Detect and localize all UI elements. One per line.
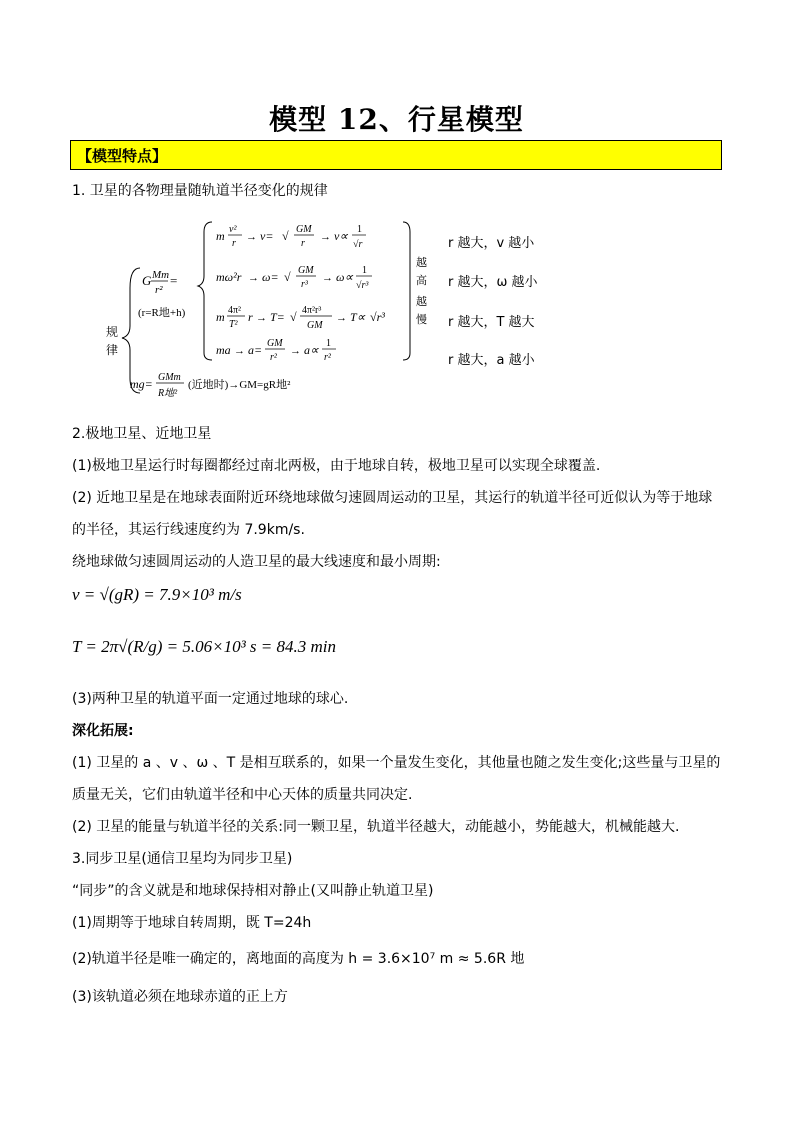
- inner-brace: [198, 222, 212, 360]
- svg-text:1: 1: [357, 224, 362, 235]
- svg-text:T∝: T∝: [350, 310, 366, 324]
- page-title: 模型 12、行星模型: [269, 103, 524, 136]
- svg-text:r: r: [232, 238, 236, 249]
- deep-p1a: (1) 卫星的 a 、v 、ω 、T 是相互联系的，如果一个量发生变化，其他量也随之发生变化;这些量与卫星的: [72, 755, 721, 771]
- item1-heading: 1. 卫星的各物理量随轨道半径变化的规律: [72, 183, 328, 199]
- guilv-brace: [122, 268, 140, 393]
- item3-p2: (1)周期等于地球自转周期，既 T=24h: [72, 915, 312, 931]
- guilv-label-2: 律: [106, 343, 119, 357]
- item3-p3: (2)轨道半径是唯一确定的，离地面的高度为 h = 3.6×10⁷ m ≈ 5.6R 地: [72, 951, 525, 967]
- item3-heading: 3.同步卫星(通信卫星均为同步卫星): [72, 851, 293, 867]
- eq-v-text: m: [216, 229, 225, 243]
- item3-p4: (3)该轨道必须在地球赤道的正上方: [72, 989, 288, 1005]
- svg-text:a=: a=: [248, 343, 263, 357]
- item3-p1: “同步”的含义就是和地球保持相对静止(又叫静止轨道卫星): [72, 883, 434, 899]
- svg-text:ω∝: ω∝: [336, 270, 354, 284]
- svg-text:T=: T=: [270, 310, 285, 324]
- gravity-Mm: Mm: [152, 269, 170, 281]
- item2-p2b: 的半径，其运行线速度约为 7.9km/s.: [72, 522, 305, 538]
- rule-a: r 越大，a 越小: [448, 353, 535, 368]
- svg-text:4π²r³: 4π²r³: [302, 305, 322, 316]
- rule-T: r 越大，T 越大: [448, 315, 535, 330]
- gravity-eq: =: [170, 273, 178, 288]
- formula-T: T = 2π√(R/g) = 5.06×10³ s = 84.3 min: [72, 637, 337, 656]
- rule-omega: r 越大，ω 越小: [448, 275, 538, 290]
- svg-text:ω=: ω=: [262, 270, 279, 284]
- svg-text:v=: v=: [260, 229, 274, 243]
- svg-text:√r: √r: [353, 239, 363, 250]
- eq-g-text: mg=: [130, 377, 153, 391]
- svg-text:4π²: 4π²: [228, 305, 242, 316]
- deep-p2: (2) 卫星的能量与轨道半径的关系:同一颗卫星，轨道半径越大，动能越小，势能越大，机械能越大.: [72, 819, 680, 835]
- rule-v: r 越大，v 越小: [448, 236, 535, 251]
- gravity-G: G: [142, 273, 152, 288]
- svg-text:R地²: R地²: [158, 388, 178, 399]
- svg-text:→: →: [322, 272, 333, 284]
- yuegao-1: 越: [416, 257, 427, 269]
- deep-heading: 深化拓展:: [72, 723, 134, 739]
- svg-text:→: →: [256, 312, 267, 324]
- svg-text:r: r: [301, 238, 305, 249]
- svg-text:GM: GM: [267, 338, 283, 349]
- formula-v: v = √(gR) = 7.9×10³ m/s: [72, 585, 242, 604]
- gravity-cond: (r=R地+h): [138, 307, 186, 319]
- item2-p4: (3)两种卫星的轨道平面一定通过地球的球心.: [72, 691, 349, 707]
- svg-text:→: →: [234, 345, 245, 357]
- svg-text:→: →: [336, 312, 347, 324]
- svg-text:r²: r²: [270, 352, 277, 363]
- section-header-bar: [70, 140, 722, 170]
- svg-text:r²: r²: [324, 352, 331, 363]
- gravity-r2: r²: [155, 284, 163, 296]
- svg-text:GM: GM: [307, 320, 323, 331]
- guilv-label-1: 规: [106, 325, 119, 339]
- right-bracket: [403, 222, 410, 360]
- svg-text:→: →: [248, 272, 259, 284]
- section-header-text: 【模型特点】: [77, 147, 168, 165]
- item2-p2a: (2) 近地卫星是在地球表面附近环绕地球做匀速圆周运动的卫星，其运行的轨道半径可近似认为等于地球: [72, 490, 713, 506]
- item2-p3: 绕地球做匀速圆周运动的人造卫星的最大线速度和最小周期:: [72, 554, 441, 570]
- yueman-1: 越: [416, 296, 427, 308]
- svg-text:√: √: [290, 310, 297, 324]
- svg-text:√r³: √r³: [356, 280, 369, 291]
- svg-text:√: √: [284, 270, 291, 284]
- svg-text:→: →: [290, 345, 301, 357]
- svg-text:r: r: [248, 310, 253, 324]
- eq-a-text: ma: [216, 343, 231, 357]
- item2-p1: (1)极地卫星运行时每圈都经过南北两极，由于地球自转，极地卫星可以实现全球覆盖.: [72, 458, 601, 474]
- svg-text:a∝: a∝: [304, 343, 319, 357]
- svg-text:v∝: v∝: [334, 229, 348, 243]
- yueman-2: 慢: [416, 314, 427, 326]
- svg-text:GMm: GMm: [158, 372, 181, 383]
- deep-p1b: 质量无关，它们由轨道半径和中心天体的质量共同决定.: [72, 787, 413, 803]
- svg-text:√r³: √r³: [370, 310, 385, 324]
- svg-text:→: →: [246, 231, 257, 243]
- svg-text:T²: T²: [229, 319, 238, 330]
- svg-text:1: 1: [326, 338, 331, 349]
- yuegao-2: 高: [416, 275, 427, 287]
- svg-text:1: 1: [362, 265, 367, 276]
- eq-t-text: m: [216, 310, 225, 324]
- item2-heading: 2.极地卫星、近地卫星: [72, 426, 212, 442]
- svg-text:→: →: [320, 231, 331, 243]
- svg-text:GM: GM: [296, 224, 312, 235]
- svg-text:GM: GM: [298, 265, 314, 276]
- svg-text:v²: v²: [229, 224, 237, 235]
- svg-text:r³: r³: [301, 279, 308, 290]
- eq-w-text: mω²r: [216, 270, 242, 284]
- svg-text:(近地时)→GM=gR地²: (近地时)→GM=gR地²: [188, 379, 291, 391]
- svg-text:√: √: [282, 229, 289, 243]
